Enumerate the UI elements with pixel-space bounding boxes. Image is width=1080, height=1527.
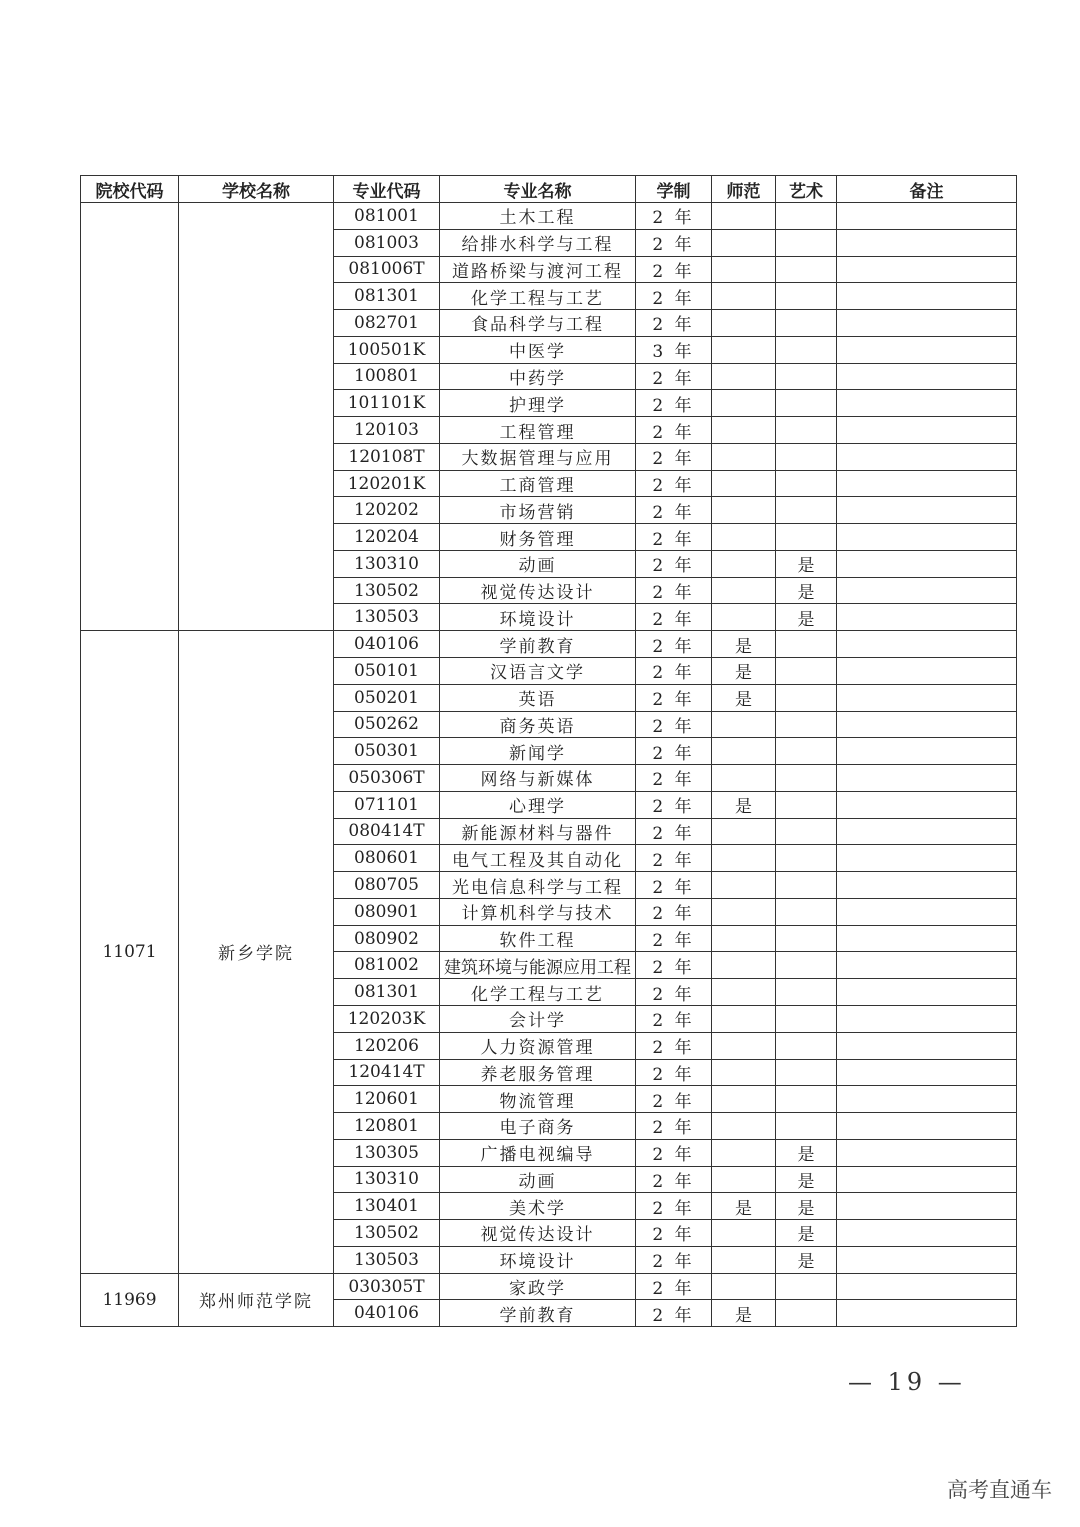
remarks-cell	[837, 524, 1017, 551]
normal-cell	[712, 203, 776, 230]
art-cell	[776, 417, 837, 444]
major-name-cell: 环境设计	[440, 604, 636, 631]
normal-cell	[712, 1113, 776, 1140]
major-name-cell: 化学工程与工艺	[440, 979, 636, 1006]
remarks-cell	[837, 818, 1017, 845]
remarks-cell	[837, 1086, 1017, 1113]
remarks-cell	[837, 925, 1017, 952]
major-code-cell: 130503	[334, 1246, 440, 1273]
art-cell	[776, 684, 837, 711]
remarks-cell	[837, 229, 1017, 256]
major-code-cell: 080414T	[334, 818, 440, 845]
major-code-cell: 120414T	[334, 1059, 440, 1086]
major-name-cell: 美术学	[440, 1193, 636, 1220]
remarks-cell	[837, 417, 1017, 444]
remarks-cell	[837, 1220, 1017, 1247]
major-code-cell: 130305	[334, 1139, 440, 1166]
art-cell: 是	[776, 577, 837, 604]
normal-cell	[712, 256, 776, 283]
duration-cell: 2 年	[636, 1005, 712, 1032]
duration-cell: 2 年	[636, 363, 712, 390]
normal-cell	[712, 1273, 776, 1300]
major-code-cell: 080902	[334, 925, 440, 952]
normal-cell	[712, 1166, 776, 1193]
remarks-cell	[837, 283, 1017, 310]
art-cell	[776, 925, 837, 952]
normal-cell	[712, 1005, 776, 1032]
major-name-cell: 会计学	[440, 1005, 636, 1032]
major-name-cell: 给排水科学与工程	[440, 229, 636, 256]
major-name-cell: 计算机科学与技术	[440, 898, 636, 925]
art-cell	[776, 203, 837, 230]
remarks-cell	[837, 256, 1017, 283]
art-cell: 是	[776, 1139, 837, 1166]
duration-cell: 2 年	[636, 229, 712, 256]
major-code-cell: 130502	[334, 1220, 440, 1247]
table-row	[81, 631, 1017, 658]
major-name-cell: 财务管理	[440, 524, 636, 551]
major-code-cell: 050262	[334, 711, 440, 738]
major-name-cell: 广播电视编导	[440, 1139, 636, 1166]
normal-cell	[712, 1139, 776, 1166]
major-code-cell: 100501K	[334, 336, 440, 363]
remarks-cell	[837, 1246, 1017, 1273]
major-code-cell: 080601	[334, 845, 440, 872]
major-name-cell: 道路桥梁与渡河工程	[440, 256, 636, 283]
art-cell	[776, 738, 837, 765]
major-code-cell: 050301	[334, 738, 440, 765]
normal-cell	[712, 898, 776, 925]
normal-cell	[712, 979, 776, 1006]
duration-cell: 2 年	[636, 711, 712, 738]
major-name-cell: 新能源材料与器件	[440, 818, 636, 845]
art-cell	[776, 791, 837, 818]
art-cell	[776, 229, 837, 256]
major-name-cell: 中药学	[440, 363, 636, 390]
art-cell	[776, 470, 837, 497]
header-major-name: 专业名称	[440, 176, 636, 203]
school-code-cell: 11071	[81, 631, 179, 1273]
header-major-code: 专业代码	[334, 176, 440, 203]
remarks-cell	[837, 952, 1017, 979]
major-code-cell: 120204	[334, 524, 440, 551]
major-code-cell: 050306T	[334, 765, 440, 792]
normal-cell: 是	[712, 1300, 776, 1327]
major-name-cell: 环境设计	[440, 1246, 636, 1273]
art-cell	[776, 336, 837, 363]
remarks-cell	[837, 336, 1017, 363]
major-name-cell: 电气工程及其自动化	[440, 845, 636, 872]
remarks-cell	[837, 470, 1017, 497]
normal-cell	[712, 310, 776, 337]
remarks-cell	[837, 658, 1017, 685]
major-code-cell: 130310	[334, 1166, 440, 1193]
normal-cell	[712, 1032, 776, 1059]
normal-cell: 是	[712, 684, 776, 711]
art-cell: 是	[776, 1220, 837, 1247]
normal-cell	[712, 711, 776, 738]
duration-cell: 2 年	[636, 470, 712, 497]
normal-cell	[712, 818, 776, 845]
duration-cell: 2 年	[636, 604, 712, 631]
normal-cell	[712, 604, 776, 631]
major-code-cell: 081001	[334, 203, 440, 230]
art-cell	[776, 1086, 837, 1113]
duration-cell: 3 年	[636, 336, 712, 363]
major-name-cell: 动画	[440, 550, 636, 577]
remarks-cell	[837, 684, 1017, 711]
major-name-cell: 软件工程	[440, 925, 636, 952]
duration-cell: 2 年	[636, 818, 712, 845]
duration-cell: 2 年	[636, 1246, 712, 1273]
school-name-cell: 新乡学院	[179, 631, 334, 1273]
duration-cell: 2 年	[636, 925, 712, 952]
remarks-cell	[837, 497, 1017, 524]
major-code-cell: 081301	[334, 979, 440, 1006]
normal-cell	[712, 1220, 776, 1247]
major-code-cell: 100801	[334, 363, 440, 390]
remarks-cell	[837, 979, 1017, 1006]
major-code-cell: 030305T	[334, 1273, 440, 1300]
normal-cell	[712, 845, 776, 872]
remarks-cell	[837, 1032, 1017, 1059]
school-code-cell	[81, 203, 179, 631]
duration-cell: 2 年	[636, 417, 712, 444]
remarks-cell	[837, 1113, 1017, 1140]
duration-cell: 2 年	[636, 1166, 712, 1193]
duration-cell: 2 年	[636, 256, 712, 283]
major-code-cell: 040106	[334, 1300, 440, 1327]
remarks-cell	[837, 1300, 1017, 1327]
school-name-cell: 郑州师范学院	[179, 1273, 334, 1327]
remarks-cell	[837, 550, 1017, 577]
art-cell	[776, 524, 837, 551]
remarks-cell	[837, 604, 1017, 631]
art-cell: 是	[776, 550, 837, 577]
duration-cell: 2 年	[636, 443, 712, 470]
remarks-cell	[837, 1059, 1017, 1086]
art-cell	[776, 898, 837, 925]
major-code-cell: 071101	[334, 791, 440, 818]
major-name-cell: 大数据管理与应用	[440, 443, 636, 470]
duration-cell: 2 年	[636, 952, 712, 979]
duration-cell: 2 年	[636, 791, 712, 818]
duration-cell: 2 年	[636, 550, 712, 577]
major-name-cell: 市场营销	[440, 497, 636, 524]
remarks-cell	[837, 791, 1017, 818]
art-cell	[776, 845, 837, 872]
normal-cell	[712, 1059, 776, 1086]
duration-cell: 2 年	[636, 845, 712, 872]
major-name-cell: 护理学	[440, 390, 636, 417]
major-name-cell: 学前教育	[440, 631, 636, 658]
duration-cell: 2 年	[636, 1086, 712, 1113]
page-number: — 19 —	[848, 1368, 966, 1396]
duration-cell: 2 年	[636, 765, 712, 792]
art-cell: 是	[776, 1246, 837, 1273]
duration-cell: 2 年	[636, 1059, 712, 1086]
normal-cell	[712, 443, 776, 470]
normal-cell	[712, 550, 776, 577]
major-name-cell: 商务英语	[440, 711, 636, 738]
duration-cell: 2 年	[636, 390, 712, 417]
art-cell	[776, 1300, 837, 1327]
normal-cell	[712, 1086, 776, 1113]
header-school-name: 学校名称	[179, 176, 334, 203]
art-cell	[776, 1059, 837, 1086]
art-cell	[776, 631, 837, 658]
art-cell: 是	[776, 1193, 837, 1220]
duration-cell: 2 年	[636, 203, 712, 230]
major-code-cell: 130502	[334, 577, 440, 604]
major-name-cell: 工程管理	[440, 417, 636, 444]
duration-cell: 2 年	[636, 1113, 712, 1140]
header-school-code: 院校代码	[81, 176, 179, 203]
major-code-cell: 120203K	[334, 1005, 440, 1032]
major-name-cell: 网络与新媒体	[440, 765, 636, 792]
normal-cell: 是	[712, 1193, 776, 1220]
major-name-cell: 建筑环境与能源应用工程	[440, 952, 636, 979]
art-cell	[776, 818, 837, 845]
remarks-cell	[837, 872, 1017, 899]
major-code-cell: 130310	[334, 550, 440, 577]
normal-cell	[712, 872, 776, 899]
major-code-cell: 081006T	[334, 256, 440, 283]
duration-cell: 2 年	[636, 283, 712, 310]
major-code-cell: 080901	[334, 898, 440, 925]
art-cell: 是	[776, 1166, 837, 1193]
remarks-cell	[837, 363, 1017, 390]
major-name-cell: 英语	[440, 684, 636, 711]
major-code-cell: 120206	[334, 1032, 440, 1059]
major-name-cell: 土木工程	[440, 203, 636, 230]
art-cell	[776, 390, 837, 417]
remarks-cell	[837, 711, 1017, 738]
major-name-cell: 家政学	[440, 1273, 636, 1300]
normal-cell	[712, 1246, 776, 1273]
normal-cell	[712, 417, 776, 444]
normal-cell: 是	[712, 791, 776, 818]
duration-cell: 2 年	[636, 1193, 712, 1220]
art-cell	[776, 1273, 837, 1300]
school-code-cell: 11969	[81, 1273, 179, 1327]
table-row	[81, 1273, 1017, 1300]
art-cell	[776, 256, 837, 283]
duration-cell: 2 年	[636, 684, 712, 711]
table-body	[81, 203, 1017, 1327]
major-name-cell: 工商管理	[440, 470, 636, 497]
major-code-cell: 130401	[334, 1193, 440, 1220]
duration-cell: 2 年	[636, 1139, 712, 1166]
duration-cell: 2 年	[636, 738, 712, 765]
normal-cell	[712, 925, 776, 952]
art-cell	[776, 363, 837, 390]
duration-cell: 2 年	[636, 1273, 712, 1300]
header-duration: 学制	[636, 176, 712, 203]
normal-cell	[712, 283, 776, 310]
art-cell	[776, 1113, 837, 1140]
major-code-cell: 120103	[334, 417, 440, 444]
normal-cell	[712, 524, 776, 551]
remarks-cell	[837, 898, 1017, 925]
major-code-cell: 120202	[334, 497, 440, 524]
major-name-cell: 动画	[440, 1166, 636, 1193]
normal-cell: 是	[712, 631, 776, 658]
remarks-cell	[837, 1005, 1017, 1032]
major-code-cell: 050201	[334, 684, 440, 711]
normal-cell	[712, 952, 776, 979]
duration-cell: 2 年	[636, 1220, 712, 1247]
major-name-cell: 汉语言文学	[440, 658, 636, 685]
art-cell	[776, 952, 837, 979]
art-cell	[776, 1005, 837, 1032]
normal-cell	[712, 738, 776, 765]
major-name-cell: 物流管理	[440, 1086, 636, 1113]
remarks-cell	[837, 1166, 1017, 1193]
major-code-cell: 081301	[334, 283, 440, 310]
header-normal: 师范	[712, 176, 776, 203]
table-row	[81, 203, 1017, 230]
major-code-cell: 120601	[334, 1086, 440, 1113]
remarks-cell	[837, 577, 1017, 604]
art-cell	[776, 979, 837, 1006]
art-cell	[776, 1032, 837, 1059]
major-name-cell: 化学工程与工艺	[440, 283, 636, 310]
art-cell	[776, 872, 837, 899]
remarks-cell	[837, 443, 1017, 470]
art-cell	[776, 443, 837, 470]
art-cell	[776, 497, 837, 524]
normal-cell	[712, 470, 776, 497]
duration-cell: 2 年	[636, 310, 712, 337]
remarks-cell	[837, 203, 1017, 230]
major-code-cell: 080705	[334, 872, 440, 899]
remarks-cell	[837, 765, 1017, 792]
art-cell	[776, 283, 837, 310]
remarks-cell	[837, 310, 1017, 337]
major-code-cell: 082701	[334, 310, 440, 337]
duration-cell: 2 年	[636, 631, 712, 658]
art-cell	[776, 310, 837, 337]
major-code-cell: 120801	[334, 1113, 440, 1140]
normal-cell	[712, 336, 776, 363]
major-code-cell: 081003	[334, 229, 440, 256]
normal-cell	[712, 363, 776, 390]
major-code-cell: 101101K	[334, 390, 440, 417]
major-name-cell: 电子商务	[440, 1113, 636, 1140]
major-table	[80, 175, 1017, 1327]
major-name-cell: 学前教育	[440, 1300, 636, 1327]
duration-cell: 2 年	[636, 524, 712, 551]
major-code-cell: 120201K	[334, 470, 440, 497]
normal-cell: 是	[712, 658, 776, 685]
duration-cell: 2 年	[636, 577, 712, 604]
header-remarks: 备注	[837, 176, 1017, 203]
normal-cell	[712, 390, 776, 417]
duration-cell: 2 年	[636, 979, 712, 1006]
duration-cell: 2 年	[636, 1300, 712, 1327]
header-row	[81, 176, 1017, 203]
major-name-cell: 视觉传达设计	[440, 1220, 636, 1247]
major-name-cell: 新闻学	[440, 738, 636, 765]
remarks-cell	[837, 631, 1017, 658]
header-art: 艺术	[776, 176, 837, 203]
remarks-cell	[837, 738, 1017, 765]
watermark: 高考直通车	[947, 1478, 1052, 1502]
major-name-cell: 视觉传达设计	[440, 577, 636, 604]
major-code-cell: 050101	[334, 658, 440, 685]
art-cell	[776, 711, 837, 738]
major-code-cell: 120108T	[334, 443, 440, 470]
major-name-cell: 心理学	[440, 791, 636, 818]
remarks-cell	[837, 1273, 1017, 1300]
normal-cell	[712, 765, 776, 792]
normal-cell	[712, 497, 776, 524]
remarks-cell	[837, 390, 1017, 417]
major-name-cell: 养老服务管理	[440, 1059, 636, 1086]
school-name-cell	[179, 203, 334, 631]
remarks-cell	[837, 845, 1017, 872]
art-cell: 是	[776, 604, 837, 631]
major-code-cell: 130503	[334, 604, 440, 631]
major-name-cell: 中医学	[440, 336, 636, 363]
normal-cell	[712, 229, 776, 256]
duration-cell: 2 年	[636, 898, 712, 925]
duration-cell: 2 年	[636, 1032, 712, 1059]
duration-cell: 2 年	[636, 658, 712, 685]
major-name-cell: 人力资源管理	[440, 1032, 636, 1059]
normal-cell	[712, 577, 776, 604]
remarks-cell	[837, 1139, 1017, 1166]
major-name-cell: 光电信息科学与工程	[440, 872, 636, 899]
art-cell	[776, 658, 837, 685]
major-code-cell: 040106	[334, 631, 440, 658]
duration-cell: 2 年	[636, 497, 712, 524]
remarks-cell	[837, 1193, 1017, 1220]
duration-cell: 2 年	[636, 872, 712, 899]
major-code-cell: 081002	[334, 952, 440, 979]
major-name-cell: 食品科学与工程	[440, 310, 636, 337]
art-cell	[776, 765, 837, 792]
